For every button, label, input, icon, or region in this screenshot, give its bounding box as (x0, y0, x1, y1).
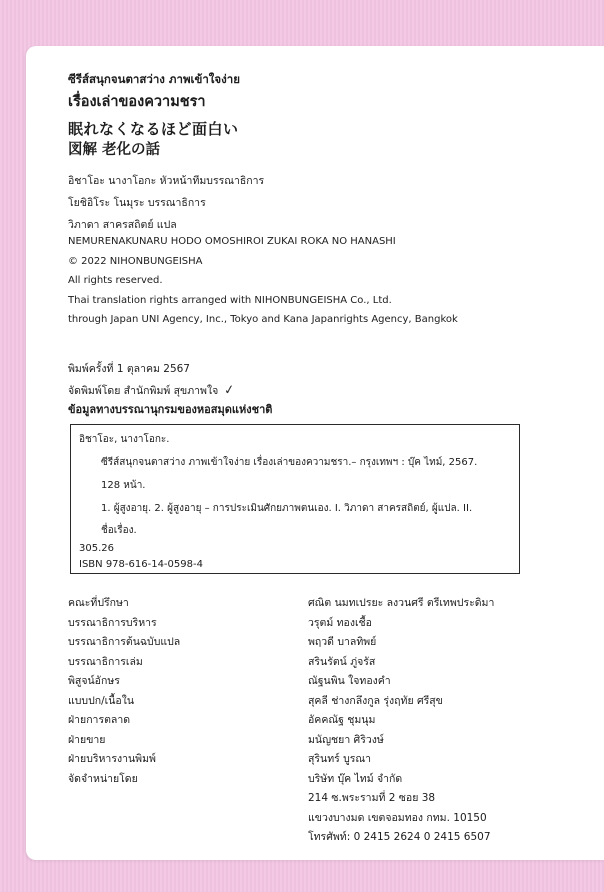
print-edition: พิมพ์ครั้งที่ 1 ตุลาคม 2567 (68, 363, 190, 375)
cip-heading: ข้อมูลทางบรรณานุกรมของหอสมุดแห่งชาติ (68, 403, 273, 416)
staff-role: บรรณาธิการต้นฉบับแปล (68, 636, 181, 648)
staff-row (68, 809, 540, 829)
staff-role: จัดจำหน่ายโดย (68, 772, 138, 785)
staff-role: บรรณาธิการเล่ม (68, 655, 143, 668)
staff-row (68, 789, 540, 809)
credits-block (68, 170, 264, 236)
staff-row (68, 633, 540, 653)
staff-role: ฝ่ายการตลาด (68, 714, 131, 726)
staff-role: แบบปก/เนื้อใน (68, 694, 135, 707)
cip-box (70, 424, 520, 574)
staff-row (68, 828, 540, 848)
staff-role: ฝ่ายขาย (68, 733, 106, 746)
cip-author: อิชาโอะ, นางาโอกะ. (79, 434, 170, 445)
thai-title: เรื่องเล่าของความชรา (68, 94, 206, 110)
staff-role: คณะที่ปรึกษา (68, 597, 129, 609)
staff-row (68, 731, 540, 751)
credit-translator: วิภาดา สาครสถิตย์ แปล (68, 219, 177, 231)
cip-isbn: ISBN 978-616-14-0598-4 (79, 559, 203, 570)
staff-name: ณัฐนพิน ใจทองคำ (308, 675, 391, 687)
staff-row (68, 614, 540, 634)
cip-subjects-2: ชื่อเรื่อง. (101, 525, 137, 536)
staff-row (68, 750, 540, 770)
print-info (68, 358, 235, 402)
staff-name: แขวงบางมด เขตจอมทอง กทม. 10150 (308, 811, 487, 824)
staff-name: สรินรัตน์ ภู่จรัส (308, 655, 376, 668)
rights-block (68, 232, 458, 330)
staff-row (68, 672, 540, 692)
staff-row (68, 594, 540, 614)
staff-name: อัคคณัฐ ชุมนุม (308, 714, 376, 726)
staff-name: บริษัท บุ๊ค ไทม์ จำกัด (308, 772, 403, 785)
staff-name: สุรินทร์ บูรณา (308, 753, 372, 765)
staff-row (68, 692, 540, 712)
agency-line: through Japan UNI Agency, Inc., Tokyo and Kana Japanrights Agency, Bangkok (68, 314, 458, 325)
copyright-page (26, 46, 604, 860)
translation-rights: Thai translation rights arranged with NIHONBUNGEISHA Co., Ltd. (68, 294, 392, 306)
staff-role: บรรณาธิการบริหาร (68, 616, 157, 629)
staff-name: สุคลี ช่างกลึงกูล รุ่งฤทัย ศรีสุข (308, 694, 443, 707)
check-mark-icon: ✓ (223, 382, 237, 399)
japanese-title-line1: 眠れなくなるほど面白い (68, 120, 239, 138)
cip-classification: 305.26 (79, 543, 114, 554)
staff-row (68, 711, 540, 731)
credit-editor-in-chief: อิชาโอะ นางาโอกะ หัวหน้าทีมบรรณาธิการ (68, 175, 265, 187)
series-label: ซีรีส์สนุกจนตาสว่าง ภาพเข้าใจง่าย (68, 72, 240, 86)
japanese-title-line2: 図解 老化の話 (68, 142, 161, 158)
staff-name: 214 ซ.พระรามที่ 2 ซอย 38 (308, 792, 436, 804)
copyright-line: © 2022 NIHONBUNGEISHA (68, 255, 203, 267)
cip-title: ซีรีส์สนุกจนตาสว่าง ภาพเข้าใจง่าย เรื่องเล่าของความชรา.– กรุงเทพฯ : บุ๊ค ไทม์, 2567. (101, 457, 478, 468)
staff-row (68, 653, 540, 673)
publisher-line (68, 380, 235, 402)
cip-pages: 128 หน้า. (101, 480, 146, 491)
cip-subjects-1: 1. ผู้สูงอายุ. 2. ผู้สูงอายุ – การประเมินศักยภาพตนเอง. I. วิภาดา สาครสถิตย์, ผู้แปล. II. (101, 503, 473, 514)
staff-name: มนัญชยา ศิริวงษ์ (308, 733, 384, 746)
staff-list (68, 594, 540, 848)
credit-editor: โยชิอิโระ โนมุระ บรรณาธิการ (68, 197, 206, 209)
staff-name: พฤวดี บาลทิพย์ (308, 636, 377, 648)
staff-role: พิสูจน์อักษร (68, 675, 120, 687)
staff-name: ศณิต นมทเปรยะ ลงวนศรี ตรีเทพประดิมา (308, 597, 495, 609)
original-title: NEMURENAKUNARU HODO OMOSHIROI ZUKAI ROKA NO HANASHI (68, 236, 396, 247)
staff-name: วรุตม์ ทองเชื้อ (308, 616, 372, 629)
staff-role: ฝ่ายบริหารงานพิมพ์ (68, 753, 156, 765)
staff-name: โทรศัพท์: 0 2415 2624 0 2415 6507 (308, 831, 491, 843)
staff-row (68, 770, 540, 790)
publisher-text: จัดพิมพ์โดย สำนักพิมพ์ สุขภาพใจ (68, 385, 219, 397)
rights-reserved: All rights reserved. (68, 275, 163, 286)
